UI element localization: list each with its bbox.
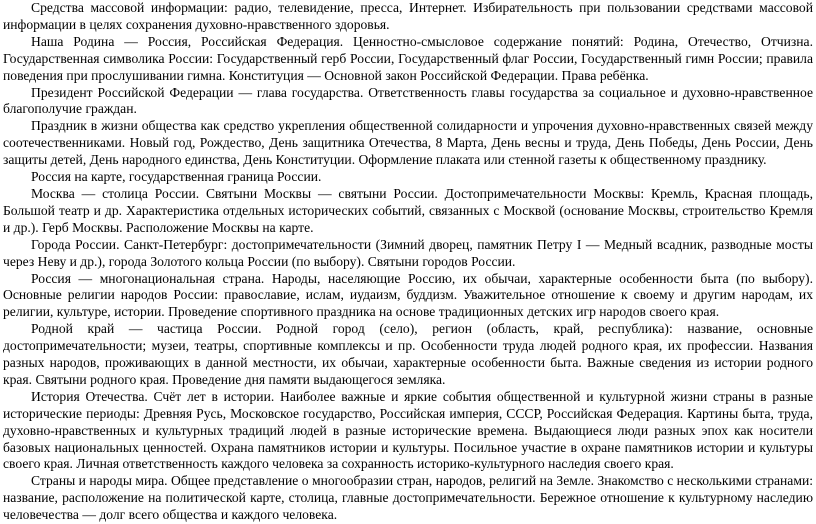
paragraph-multinational: Россия — многонациональная страна. Народы, населяющие Россию, их обычаи, характерные особенности быта (по выбору). Основные религии народов России: православие, ислам, иудаизм, буддизм. Уважительное отношение к своему и другим народам, их религии, культуре, истории. Проведение спортивного праздника на основе традиционных детских игр народов своего края. xyxy=(3,270,813,320)
paragraph-holidays: Праздник в жизни общества как средство укрепления общественной солидарности и упрочения духовно-нравственных связей между соотечественниками. Новый год, Рождество, День защитника Отечества, 8 Марта, День весны и труда, День Победы, День России, День защиты детей, День народного единства, День Конституции. Оформление плаката или стенной газеты к общественному празднику. xyxy=(3,118,813,168)
paragraph-native-land: Родной край — частица России. Родной город (село), регион (область, край, республика): название, основные достопримечательности; музеи, театры, спортивные комплексы и пр. Особенности труда людей родного края, их профессии. Названия разных народов, проживающих в данной местности, их обычаи, характерные особенности быта. Важные сведения из истории родного края. Святыни родного края. Проведение дня памяти выдающегося земляка. xyxy=(3,321,813,387)
paragraph-countries: Страны и народы мира. Общее представление о многообразии стран, народов, религий на Земле. Знакомство с несколькими странами: название, расположение на политической карте, столица, главные достопримечательности. Бережное отношение к культурному наследию человечества — долг всего общества и каждого человека. xyxy=(3,473,813,523)
paragraph-moscow: Москва — столица России. Святыни Москвы — святыни России. Достопримечательности Москвы: Кремль, Красная площадь, Большой театр и др. Характеристика отдельных исторических событий, связанных с Москвой (основание Москвы, строительство Кремля и др.). Герб Москвы. Расположение Москвы на карте. xyxy=(3,185,813,235)
paragraph-cities: Города России. Санкт-Петербург: достопримечательности (Зимний дворец, памятник Петру I — Медный всадник, разводные мосты через Неву и др.), города Золотого кольца России (по выбору). Святыни городов России. xyxy=(3,236,813,269)
paragraph-homeland: Наша Родина — Россия, Российская Федерация. Ценностно-смысловое содержание понятий: Родина, Отечество, Отчизна. Государственная символика России: Государственный герб России, Государственный флаг России, Государственный гимн России; правила поведения при прослушивании гимна. Конституция — Основной закон Российской Федерации. Права ребёнка. xyxy=(3,33,813,83)
paragraph-president: Президент Российской Федерации — глава государства. Ответственность главы государства за социальное и духовно-нравственное благополучие граждан. xyxy=(3,84,813,117)
paragraph-russia-map: Россия на карте, государственная граница России. xyxy=(31,169,322,185)
paragraph-history: История Отечества. Счёт лет в истории. Наиболее важные и яркие события общественной и культурной жизни страны в разные исторические периоды: Древняя Русь, Московское государство, Российская империя, СССР, Российская Федерация. Картины быта, труда, духовно-нравственных и культурных традиций людей в разные исторические времена. Выдающиеся люди разных эпох как носители базовых национальных ценностей. Охрана памятников истории и культуры. Посильное участие в охране памятников истории и культуры своего края. Личная ответственность каждого человека за сохранность историко-культурного наследия своего края. xyxy=(3,388,813,472)
paragraph-mass-media: Средства массовой информации: радио, телевидение, пресса, Интернет. Избирательность при пользовании средствами массовой информации в целях сохранения духовно-нравственного здоровья. xyxy=(3,0,813,32)
